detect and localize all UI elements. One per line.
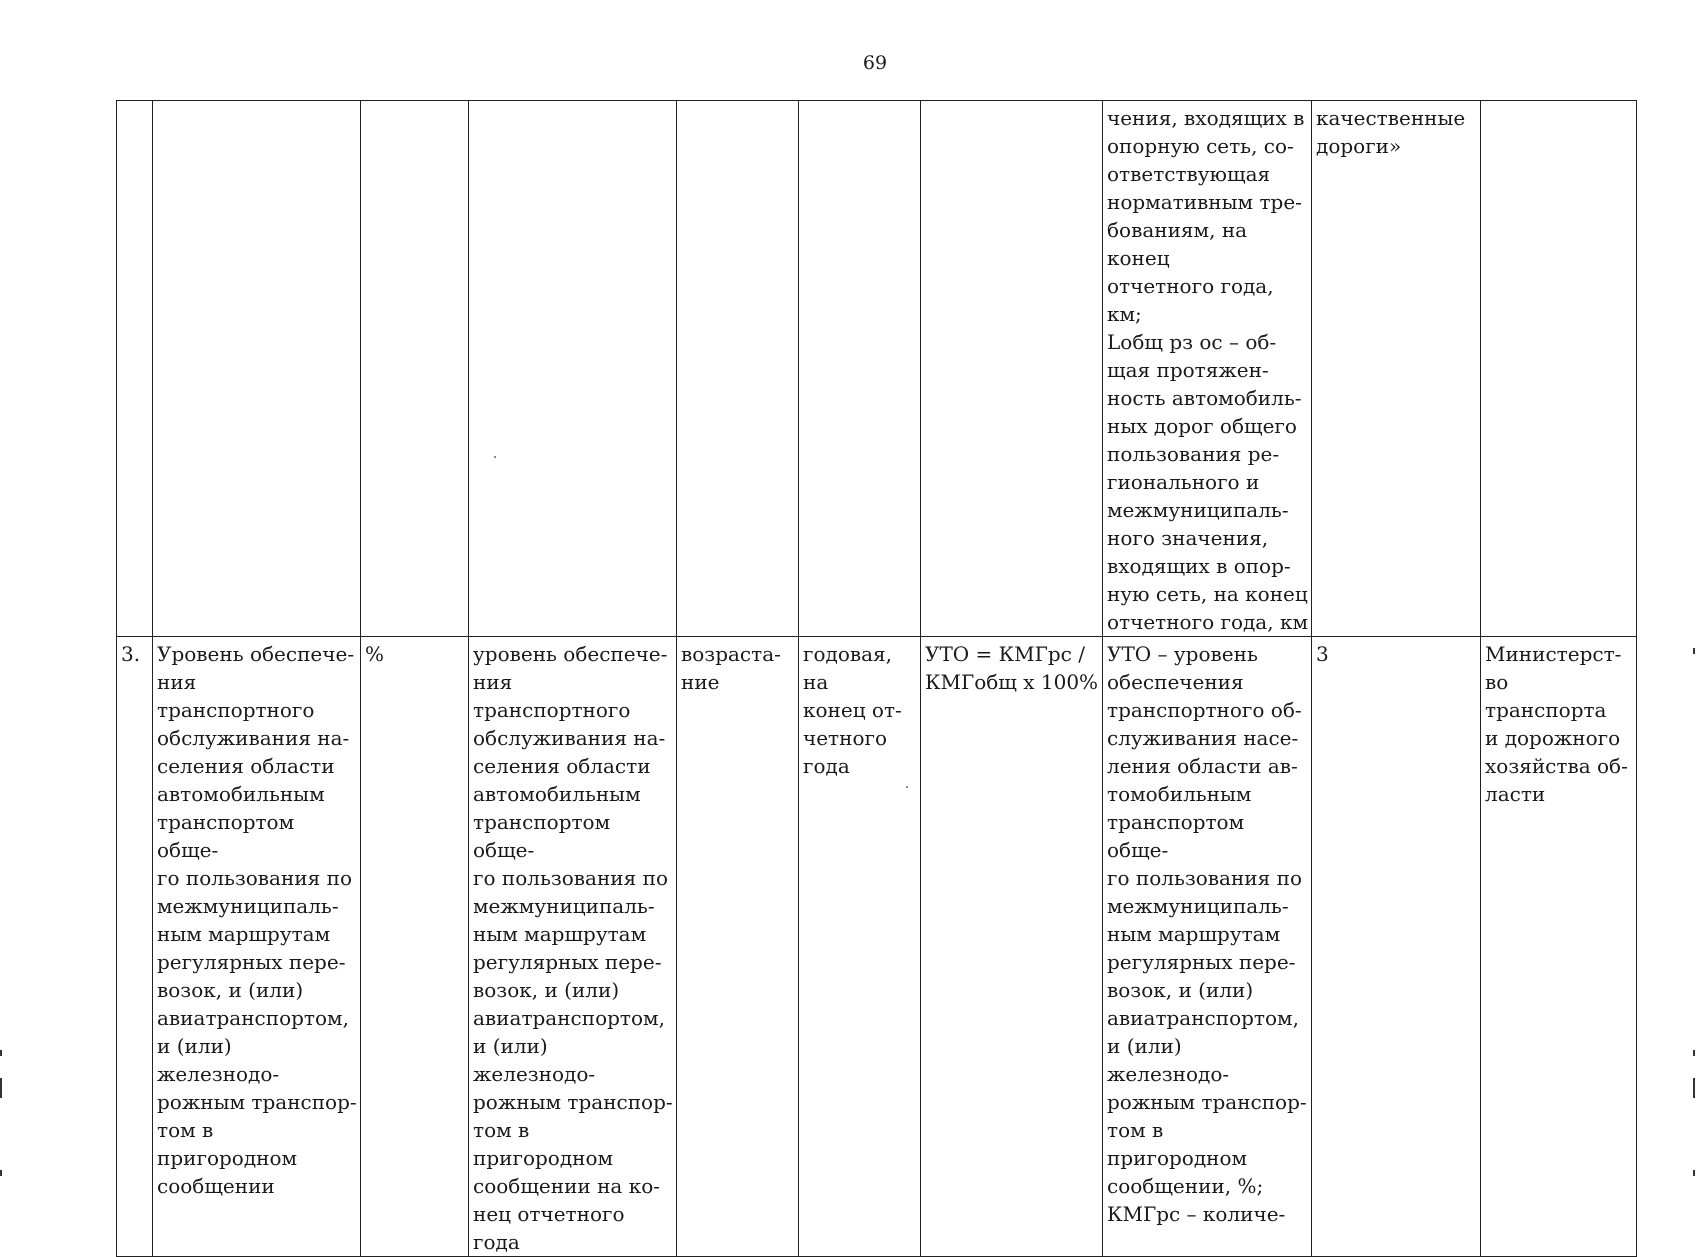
description-cell: чения, входящих в опорную сеть, со- ответствующая нормативным тре- бованиям, на конец отчетного года, км; Lобщ рз ос – об- щая протяжен- ность автомобиль- ных дорог общего пользования ре- гионального и межмуниципаль- ного значения, входящих в опор- ную сеть, на конец отчетного года, км	[1103, 101, 1312, 637]
table-row	[117, 101, 1637, 637]
scan-speck	[906, 786, 908, 788]
scan-edge-mark	[1693, 1078, 1695, 1098]
row-number-cell	[117, 101, 153, 637]
responsible-cell	[1481, 101, 1637, 637]
definition-cell: уровень обеспече- ния транспортного обслуживания на- селения области автомобильным транспортом обще- го пользования по межмуниципаль- ным маршрутам регулярных пере- возок, и (или) авиатранспортом, и (или) железнодо- рожным транспор- том в пригородном сообщении на ко- нец отчетного года	[469, 637, 677, 1257]
scan-edge-mark	[0, 1050, 2, 1056]
scan-edge-mark	[0, 1170, 2, 1176]
indicator-name-cell: Уровень обеспече- ния транспортного обслуживания на- селения области автомобильным транспортом обще- го пользования по межмуниципаль- ным маршрутам регулярных пере- возок, и (или) авиатранспортом, и (или) железнодо- рожным транспор- том в пригородном сообщении	[153, 637, 361, 1257]
formula-cell	[921, 101, 1103, 637]
trend-cell: возраста- ние	[677, 637, 799, 1257]
scan-edge-mark	[1693, 648, 1695, 654]
description-cell: УТО – уровень обеспечения транспортного об- служивания насе- ления области ав- томобильным транспортом обще- го пользования по межмуниципаль- ным маршрутам регулярных пере- возок, и (или) авиатранспортом, и (или) железнодо- рожным транспор- том в пригородном сообщении, %; КМГрс – количе-	[1103, 637, 1312, 1257]
trend-cell	[677, 101, 799, 637]
frequency-cell	[799, 101, 921, 637]
indicators-table	[116, 100, 1637, 1257]
unit-cell: %	[361, 637, 469, 1257]
indicator-name-cell	[153, 101, 361, 637]
table-row	[117, 637, 1637, 1257]
formula-cell: УТО = КМГрс / КМГобщ х 100%	[921, 637, 1103, 1257]
unit-cell	[361, 101, 469, 637]
scan-edge-mark	[1693, 1170, 1695, 1176]
source-cell: качественные дороги»	[1312, 101, 1481, 637]
scan-speck	[494, 456, 496, 458]
frequency-cell: годовая, на конец от- четного года	[799, 637, 921, 1257]
row-number-cell: 3.	[117, 637, 153, 1257]
responsible-cell: Министерст- во транспорта и дорожного хозяйства об- ласти	[1481, 637, 1637, 1257]
scan-edge-mark	[0, 1078, 2, 1098]
source-cell: 3	[1312, 637, 1481, 1257]
definition-cell	[469, 101, 677, 637]
scan-edge-mark	[1693, 1050, 1695, 1056]
page-number: 69	[862, 52, 888, 74]
